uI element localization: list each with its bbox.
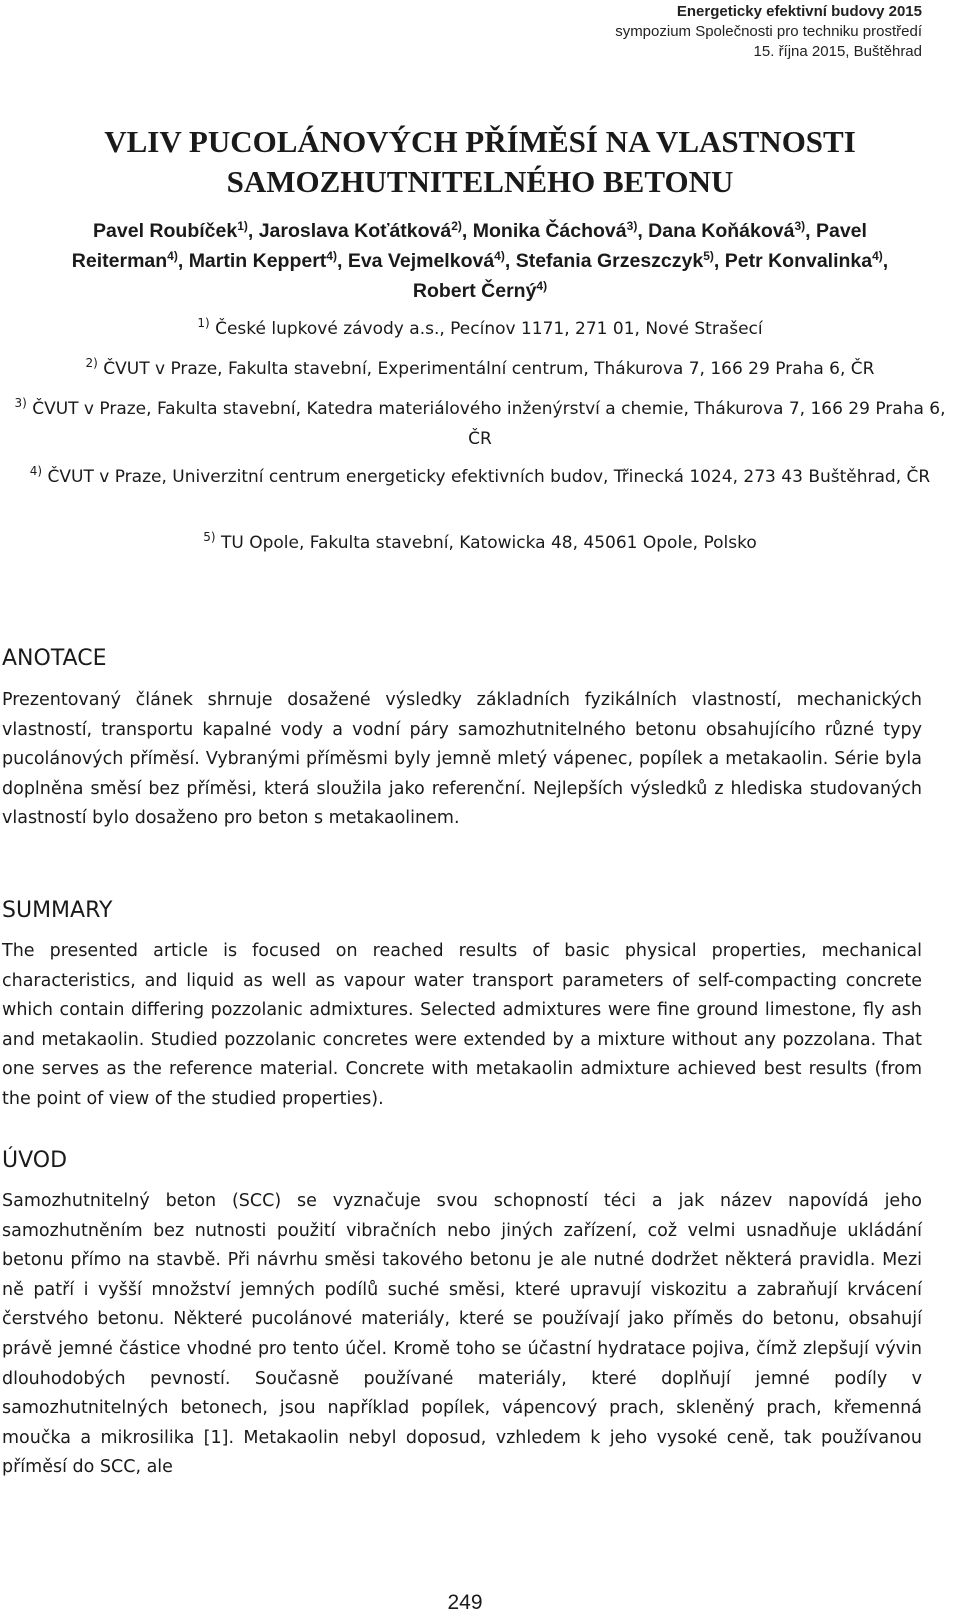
running-header xyxy=(615,2,922,62)
author-ref: 3) xyxy=(626,219,638,233)
affiliation-text: ČVUT v Praze, Univerzitní centrum energeticky efektivních budov, Třinecká 1024, 273 43 Buštěhrad, ČR xyxy=(47,467,931,487)
author-name: Pavel xyxy=(815,220,867,242)
author-name: Monika Čáchová xyxy=(472,220,627,242)
author-ref: 1) xyxy=(237,219,248,233)
author-name: Robert Černý xyxy=(412,280,537,302)
affiliation-5 xyxy=(10,528,950,558)
author-ref: 3) xyxy=(794,219,806,233)
affiliation-1 xyxy=(10,314,950,344)
author-name: Stefania Grzeszczyk xyxy=(515,250,704,272)
author-list xyxy=(10,216,950,306)
author-name: Pavel Roubíček xyxy=(93,220,238,242)
uvod-text: Samozhutnitelný beton (SCC) se vyznačuje svou schopností téci a jak název napovídá jeho samozhutněním bez nutnosti použití vibračních nebo jiných zařízení, což velmi usnadňuje ukládání betonu přímo na stavbě. Při návrhu směsi takového betonu je ale nutné dodržet některá pravidla. Mezi ně patří i vyšší množství jemných podílů suché směsi, které upravují viskozitu a zabraňují krvácení čerstvého betonu. Některé pucolánové materiály, které se používají jako příměs do betonu, obsahují právě jemné částice vhodné pro tento účel. Kromě toho se účastní hydratace pojiva, čímž zlepšují vývin dlouhodobých pevností. Současně používané materiály, které doplňují jemné podíly v samozhutnitelných betonech, jsou například popílek, vápencový prach, skleněný prach, křemenná moučka a mikrosilika [1]. Metakaolin nebyl doposud, vzhledem k jeho vysoké ceně, tak používanou příměsí do SCC, ale xyxy=(2,1191,922,1478)
author-ref: 4) xyxy=(326,249,337,263)
affiliation-text: ČVUT v Praze, Fakulta stavební, Katedra materiálového inženýrství a chemie, Thákurova 7, 166 29 Praha 6, ČR xyxy=(32,399,946,449)
author-ref: 4) xyxy=(536,279,548,293)
affiliation-text: České lupkové závody a.s., Pecínov 1171, 271 01, Nové Strašecí xyxy=(215,319,763,339)
author-ref: 4) xyxy=(494,249,505,263)
author-ref: 4) xyxy=(872,249,883,263)
conference-date-place: 15. října 2015, Buštěhrad xyxy=(753,43,922,60)
affiliation-ref: 5) xyxy=(203,530,216,544)
author-name: Eva Vejmelková xyxy=(347,250,495,272)
affiliation-2 xyxy=(10,354,950,384)
affiliation-ref: 1) xyxy=(197,316,210,330)
author-name: Jaroslava Koťátková xyxy=(258,220,452,242)
author-line-1: Pavel Roubíček$^{1)}$, Jaroslava Koťátková$^{2)}$, Monika Čáchová$^{3)}$, Dana Koňáková$^{3)}$, Pavel xyxy=(93,219,867,242)
page-number: 249 xyxy=(447,1591,483,1614)
author-ref: 4) xyxy=(167,249,178,263)
affiliation-ref: 2) xyxy=(85,356,98,370)
uvod-heading: ÚVOD xyxy=(2,1148,68,1173)
author-name: Reiterman xyxy=(71,250,168,272)
author-ref: 5) xyxy=(703,249,714,263)
anotace-text: Prezentovaný článek shrnuje dosažené výsledky základních fyzikálních vlastností, mechanických vlastností, transportu kapalné vody a vodní páry samozhutnitelného betonu obsahujícího různé typy pucolánových příměsí. Vybranými příměsmi byly jemně mletý vápenec, popílek a metakaolin. Série byla doplněna směsí bez příměsi, která sloužila jako referenční. Nejlepších výsledků z hlediska studovaných vlastností bylo dosaženo pro beton s metakaolinem. xyxy=(2,690,922,829)
affiliation-ref: 3) xyxy=(14,396,27,410)
author-line-2: Reiterman$^{4)}$, Martin Keppert$^{4)}$, Eva Vejmelková$^{4)}$, Stefania Grzeszczyk$^{5)}$, Petr Konvalinka$^{4)}$, xyxy=(71,249,889,272)
affiliation-text: TU Opole, Fakulta stavební, Katowicka 48, 45061 Opole, Polsko xyxy=(221,533,757,553)
affiliation-3 xyxy=(10,394,950,454)
conference-name: Energeticky efektivní budovy 2015 xyxy=(676,3,922,20)
paper-title xyxy=(0,122,960,202)
affiliation-text: ČVUT v Praze, Fakulta stavební, Experimentální centrum, Thákurova 7, 166 29 Praha 6, ČR xyxy=(103,359,875,379)
affiliation-4 xyxy=(10,462,950,492)
paper-title-line-1: VLIV PUCOLÁNOVÝCH PŘÍMĚSÍ NA VLASTNOSTI xyxy=(104,124,856,159)
symposium-name: sympozium Společnosti pro techniku prostředí xyxy=(615,23,922,40)
summary-heading: SUMMARY xyxy=(2,898,113,923)
anotace-heading: ANOTACE xyxy=(2,646,107,671)
paper-title-line-2: SAMOZHUTNITELNÉHO BETONU xyxy=(226,164,734,199)
author-name: Petr Konvalinka xyxy=(724,250,873,272)
summary-text: The presented article is focused on reached results of basic physical properties, mechanical characteristics, and liquid as well as vapour water transport parameters of self-compacting concrete which contain differing pozzolanic admixtures. Selected admixtures were fine ground limestone, fly ash and metakaolin. Studied pozzolanic concretes were extended by a mixture without any pozzolana. That one serves as the reference material. Concrete with metakaolin admixture achieved best results (from the point of view of the studied properties). xyxy=(2,941,922,1109)
author-name: Martin Keppert xyxy=(188,250,327,272)
affiliation-ref: 4) xyxy=(29,464,43,478)
author-ref: 2) xyxy=(451,219,462,233)
author-line-3 xyxy=(10,276,950,306)
author-name: Dana Koňáková xyxy=(648,220,795,242)
